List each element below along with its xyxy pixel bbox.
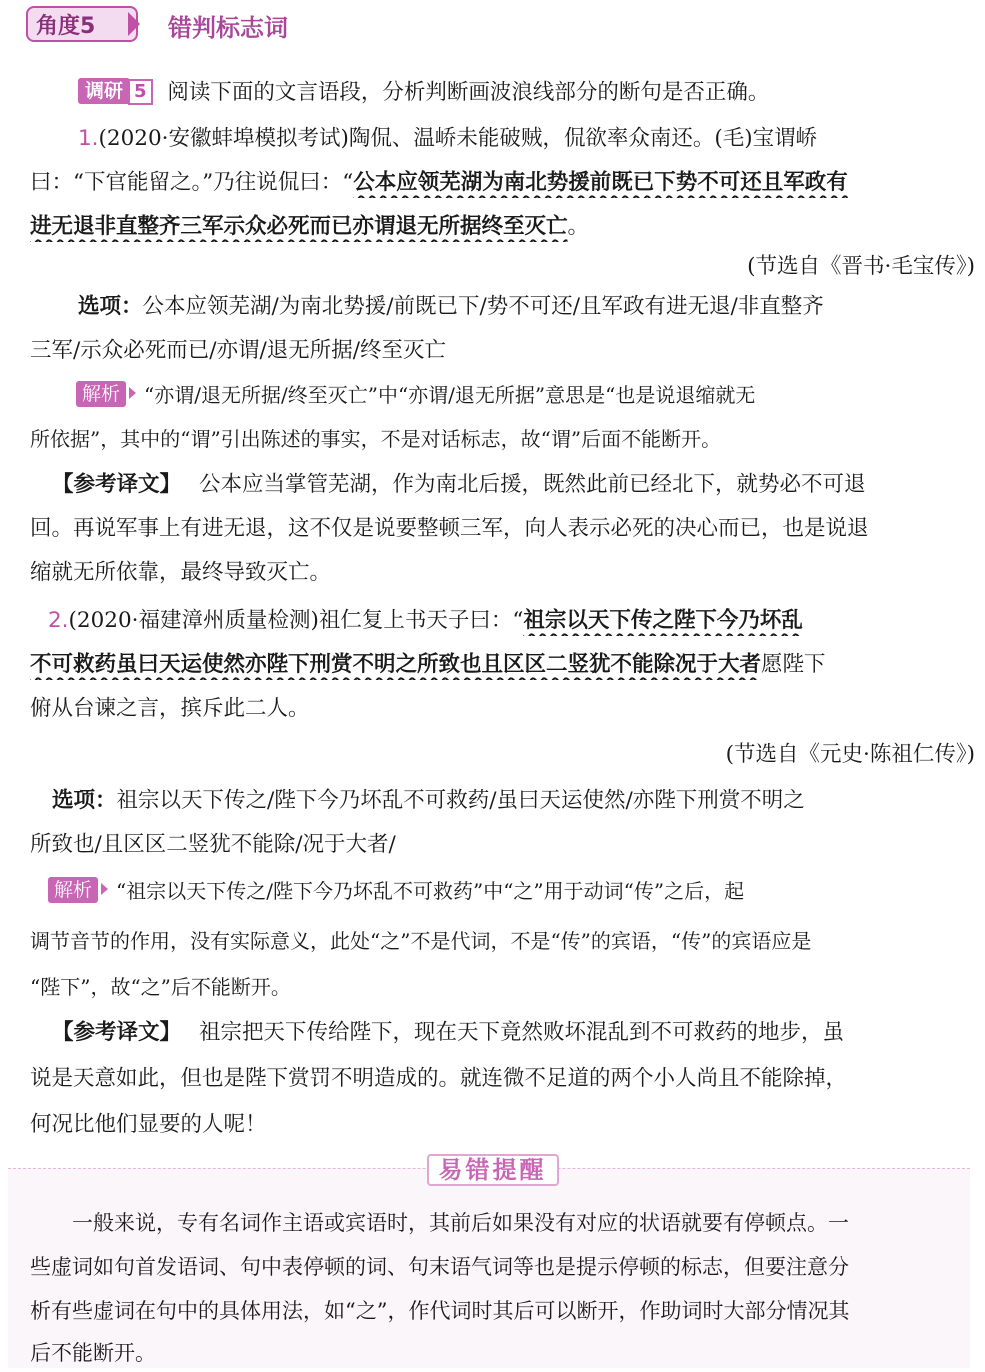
q1-line1 <box>78 124 978 154</box>
q2-number: 2. <box>48 608 69 633</box>
tip-line3: 析有些虚词在句中的具体用法，如“之”，作代词时其后可以断开，作助词时大部分情况其 <box>30 1299 850 1323</box>
q2-analysis-line2: 调节音节的作用，没有实际意义，此处“之”不是代词，不是“传”的宾语，“传”的宾语应是 <box>30 929 812 953</box>
q1-number: 1. <box>78 126 99 151</box>
q2-ref-line2: 说是天意如此，但也是陛下赏罚不明造成的。就连微不足道的两个小人尚且不能除掉， <box>30 1066 848 1091</box>
q1-analysis-line1 <box>76 380 976 411</box>
q1-analysis-line2: 所依据”，其中的“谓”引出陈述的事实，不是对话标志，故“谓”后面不能断开。 <box>30 427 722 451</box>
q2-ref-line1 <box>52 1018 977 1048</box>
q1-wavy-text: 公本应领芜湖为南北势援前既已下势不可还且军政有 <box>353 170 848 195</box>
ref-label: 【参考译文】 <box>52 472 182 497</box>
q2-analysis-line3: “陛下”，故“之”后不能断开。 <box>30 975 291 999</box>
tip-title <box>0 1150 985 1185</box>
tip-line2: 些虚词如句首发语词、句中表停顿的词、句末语气词等也是提示停顿的标志，但要注意分 <box>30 1255 849 1279</box>
q2-options-line1 <box>52 786 977 816</box>
options-text: 祖宗以天下传之/陛下今乃坏乱不可救药/虽曰天运使然/亦陛下刑赏不明之 <box>116 788 805 813</box>
q1-line2 <box>30 168 975 198</box>
tip-line4: 后不能断开。 <box>30 1341 156 1365</box>
angle-tab <box>26 6 138 42</box>
q1-wavy-text: 进无退非直整齐三军示众必死而已亦谓退无所据终至灭亡 <box>30 214 568 239</box>
triangle-right-icon <box>101 883 108 895</box>
tip-title-text: 易错提醒 <box>427 1154 559 1186</box>
q2-line3: 俯从台谏之言，摈斥此二人。 <box>30 696 310 721</box>
research-instruction: 阅读下面的文言语段，分析判断画波浪线部分的断句是否正确。 <box>167 80 770 105</box>
tip-line1: 一般来说，专有名词作主语或宾语时，其前后如果没有对应的状语就要有停顿点。一 <box>72 1211 849 1235</box>
q2-ref-line3: 何况比他们显要的人呢！ <box>30 1112 267 1137</box>
q2-wavy-text: 不可救药虽曰天运使然亦陛下刑赏不明之所致也且区区二竖犹不能除况于大者 <box>30 652 762 677</box>
q1-source: (节选自《晋书·毛宝传》) <box>747 254 975 279</box>
analysis-badge: 解析 <box>48 877 98 903</box>
ref-label: 【参考译文】 <box>52 1020 182 1045</box>
q2-source: (节选自《元史·陈祖仁传》) <box>725 742 975 767</box>
q1-text: (2020·安徽蚌埠模拟考试)陶侃、温峤未能破贼，侃欲率众南还。(毛)宝谓峤 <box>98 126 818 151</box>
chevron-right-icon <box>128 12 140 36</box>
analysis-text: “祖宗以天下传之/陛下今乃坏乱不可救药”中“之”用于动词“传”之后，起 <box>116 879 745 903</box>
q2-text: 愿陛下 <box>761 652 826 677</box>
options-text: 公本应领芜湖/为南北势援/前既已下/势不可还/且军政有进无退/非直整齐 <box>142 294 824 319</box>
research-instruction-line <box>78 78 978 108</box>
q1-text: 曰：“下官能留之。”乃往说侃曰：“ <box>30 170 354 195</box>
q1-ref-line2: 回。再说军事上有进无退，这不仅是说要整顿三军，向人表示必死的决心而已，也是说退 <box>30 516 869 541</box>
ref-text: 公本应当掌管芜湖，作为南北后援，既然此前已经北下，就势必不可退 <box>199 472 866 497</box>
section-title: 错判标志词 <box>168 14 288 42</box>
ref-text: 祖宗把天下传给陛下，现在天下竟然败坏混乱到不可救药的地步，虽 <box>199 1020 845 1045</box>
analysis-text: “亦谓/退无所据/终至灭亡”中“亦谓/退无所据”意思是“也是说退缩就无 <box>144 383 756 407</box>
options-label: 选项： <box>78 294 143 319</box>
q2-analysis-line1 <box>48 876 978 907</box>
q2-line1 <box>48 606 978 636</box>
options-label: 选项： <box>52 788 117 813</box>
research-badge-number: 5 <box>128 79 153 105</box>
q2-text: (2020·福建漳州质量检测)祖仁复上书天子曰：“ <box>68 608 524 633</box>
q1-line3 <box>30 212 975 242</box>
q2-wavy-text: 祖宗以天下传之陛下今乃坏乱 <box>523 608 803 633</box>
q1-options-line1 <box>78 292 978 322</box>
q1-options-line2: 三军/示众必死而已/亦谓/退无所据/终至灭亡 <box>30 338 446 363</box>
q2-options-line2: 所致也/且区区二竖犹不能除/况于大者/ <box>30 832 396 857</box>
q1-ref-line1 <box>52 470 977 500</box>
triangle-right-icon <box>129 387 136 399</box>
research-badge: 调研 <box>78 78 130 104</box>
angle-label: 角度5 <box>36 13 96 39</box>
analysis-badge: 解析 <box>76 381 126 407</box>
q1-text: 。 <box>567 214 590 239</box>
q2-line2 <box>30 650 975 680</box>
q1-ref-line3: 缩就无所依靠，最终导致灭亡。 <box>30 560 332 585</box>
